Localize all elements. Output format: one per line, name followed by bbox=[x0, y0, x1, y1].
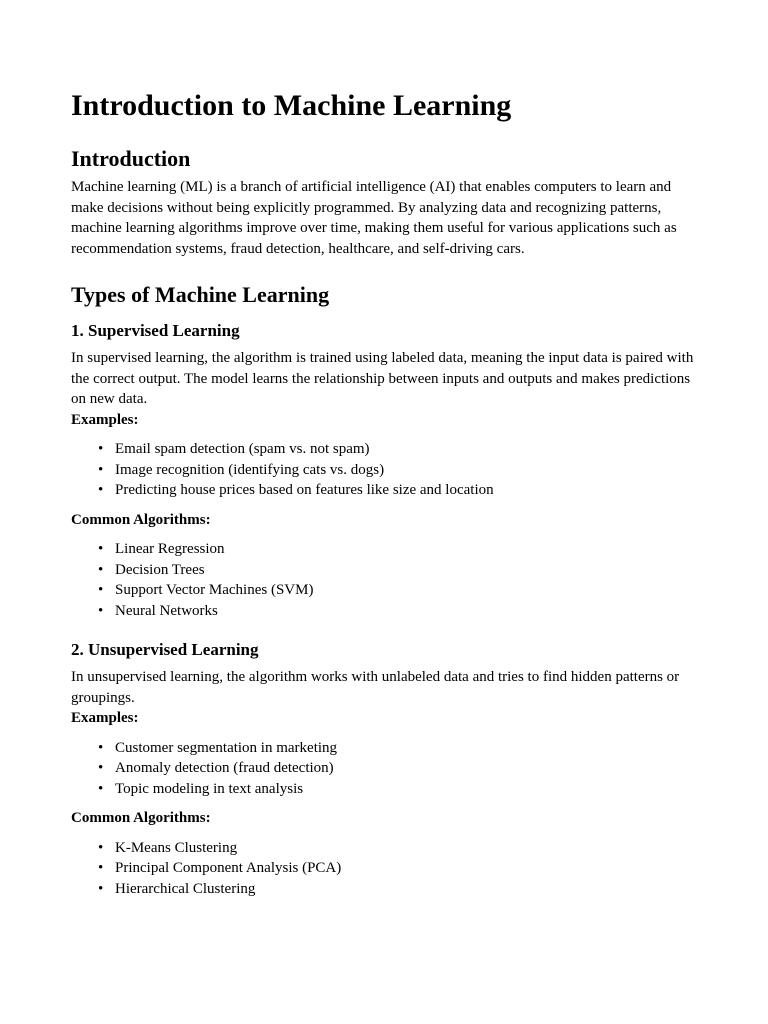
page-title: Introduction to Machine Learning bbox=[71, 89, 512, 122]
unsupervised-examples-label: Examples: bbox=[71, 710, 139, 726]
supervised-algorithms-list bbox=[71, 539, 697, 621]
intro-heading: Introduction bbox=[71, 146, 191, 171]
list-item-text: Image recognition (identifying cats vs. dogs) bbox=[115, 461, 385, 478]
bullet-icon: • bbox=[98, 541, 104, 557]
supervised-examples-list bbox=[71, 439, 697, 501]
bullet-icon: • bbox=[98, 482, 104, 498]
bullet-icon: • bbox=[98, 760, 104, 776]
list-item-text: Predicting house prices based on features like size and location bbox=[115, 482, 494, 498]
list-item-text: Email spam detection (spam vs. not spam) bbox=[115, 441, 370, 457]
unsupervised-algorithms-label: Common Algorithms: bbox=[71, 810, 211, 826]
list-item bbox=[98, 858, 697, 879]
list-item bbox=[98, 560, 697, 581]
list-item-text: Hierarchical Clustering bbox=[115, 880, 256, 897]
bullet-icon: • bbox=[98, 860, 104, 876]
list-item-text: Customer segmentation in marketing bbox=[115, 739, 338, 756]
bullet-icon: • bbox=[98, 582, 104, 598]
list-item-text: K-Means Clustering bbox=[115, 839, 238, 856]
list-item bbox=[98, 758, 697, 779]
list-item-text: Neural Networks bbox=[115, 602, 218, 619]
bullet-icon: • bbox=[98, 602, 104, 619]
unsupervised-paragraph: In unsupervised learning, the algorithm works with unlabeled data and tries to find hidden patterns or groupings. bbox=[71, 669, 680, 706]
list-item bbox=[98, 779, 697, 800]
list-item bbox=[98, 838, 697, 859]
unsupervised-algorithms-list bbox=[71, 838, 697, 900]
list-item-text: Topic modeling in text analysis bbox=[115, 780, 304, 797]
bullet-icon: • bbox=[98, 880, 104, 897]
bullet-icon: • bbox=[98, 441, 104, 457]
list-item-text: Support Vector Machines (SVM) bbox=[115, 582, 314, 598]
list-item bbox=[98, 738, 697, 759]
list-item-text: Anomaly detection (fraud detection) bbox=[115, 760, 334, 776]
list-item bbox=[98, 480, 697, 501]
unsupervised-heading: 2. Unsupervised Learning bbox=[71, 640, 259, 659]
supervised-algorithms-label: Common Algorithms: bbox=[71, 511, 211, 528]
supervised-examples-label: Examples: bbox=[71, 411, 139, 428]
list-item-text: Linear Regression bbox=[115, 541, 225, 557]
bullet-icon: • bbox=[98, 561, 104, 578]
list-item bbox=[98, 601, 697, 622]
list-item-text: Principal Component Analysis (PCA) bbox=[115, 860, 342, 876]
bullet-icon: • bbox=[98, 839, 104, 856]
list-item bbox=[98, 460, 697, 481]
list-item bbox=[98, 439, 697, 460]
bullet-icon: • bbox=[98, 461, 104, 478]
supervised-heading: 1. Supervised Learning bbox=[71, 321, 240, 340]
supervised-paragraph: In supervised learning, the algorithm is trained using labeled data, meaning the input data is paired with the correct output. The model learns the relationship between inputs and outputs and makes predictions on new data. bbox=[71, 350, 694, 407]
bullet-icon: • bbox=[98, 739, 104, 756]
list-item bbox=[98, 580, 697, 601]
types-heading: Types of Machine Learning bbox=[71, 282, 330, 307]
bullet-icon: • bbox=[98, 780, 104, 797]
list-item bbox=[98, 879, 697, 900]
list-item bbox=[98, 539, 697, 560]
intro-paragraph: Machine learning (ML) is a branch of artificial intelligence (AI) that enables computers to learn and make decisions without being explicitly programmed. By analyzing data and recognizing patterns, machine learning algorithms improve over time, making them useful for various applications such as recommendation systems, fraud detection, healthcare, and self-driving cars. bbox=[71, 179, 677, 257]
unsupervised-examples-list bbox=[71, 738, 697, 800]
list-item-text: Decision Trees bbox=[115, 561, 205, 578]
